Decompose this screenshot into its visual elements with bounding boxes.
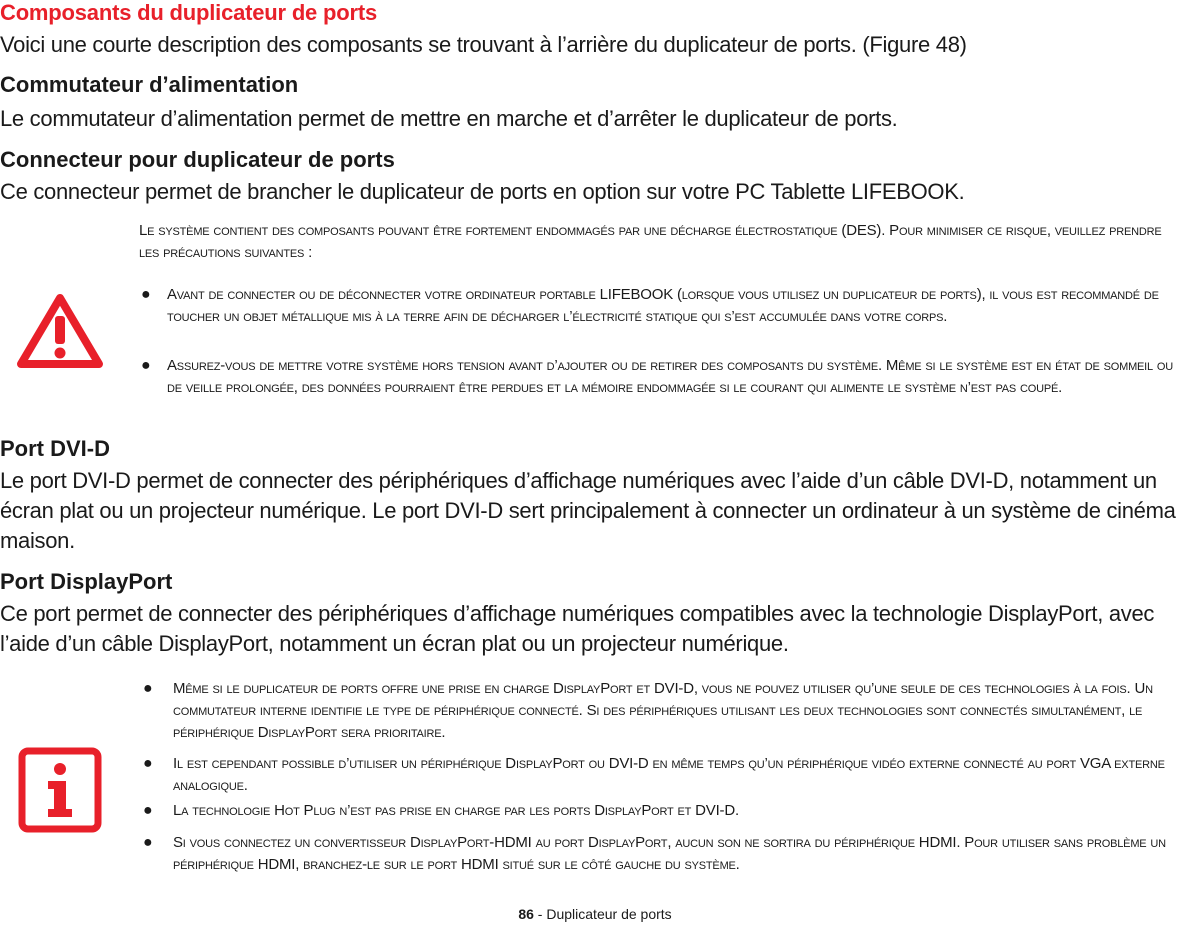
bullet-icon: ● [143,755,153,772]
section-text-displayport: Ce port permet de connecter des périphériques d’affichage numériques compatibles avec la technologie DisplayPort, avec l’aide d’un câble DisplayPort, notamment un écran plat ou un projecteur numérique. [0,601,1155,656]
info-bullet-2: Il est cependant possible d’utiliser un périphérique DisplayPort ou DVI-D en même temps qu’un périphérique vidéo externe connecté au port VGA externe analogique. [173,755,1165,794]
warning-bullet-1: Avant de connecter ou de déconnecter votre ordinateur portable LIFEBOOK (lorsque vous utilisez un duplicateur de ports), il vous est recommandé de toucher un objet métallique mis à la terre afin de décharger l’électricité statique qui s’est accumulée dans votre corps. [167,286,1159,325]
section-text-power: Le commutateur d’alimentation permet de mettre en marche et d’arrêter le duplicateur de ports. [0,106,898,131]
bullet-icon: ● [143,680,153,697]
section-title-connector: Connecteur pour duplicateur de ports [0,147,395,172]
info-bullet-3: La technologie Hot Plug n’est pas prise en charge par les ports DisplayPort et DVI-D. [173,802,739,819]
info-icon [18,747,102,833]
page-number: 86 [518,906,534,922]
info-bullet-1: Même si le duplicateur de ports offre une prise en charge DisplayPort et DVI-D, vous ne pouvez utiliser qu’une seule de ces technologies à la fois. Un commutateur interne identifie le type de périphérique connecté. Si des périphériques utilisant les deux technologies sont connectés simultanément, le périphérique DisplayPort sera prioritaire. [173,680,1153,741]
bullet-icon: ● [141,286,151,303]
footer-section: - Duplicateur de ports [533,906,672,922]
section-text-connector: Ce connecteur permet de brancher le duplicateur de ports en option sur votre PC Tablette LIFEBOOK. [0,179,965,204]
section-title-displayport: Port DisplayPort [0,569,173,594]
section-title-power: Commutateur d’alimentation [0,72,299,97]
page-footer [0,906,1190,922]
intro-paragraph: Voici une courte description des composants se trouvant à l’arrière du duplicateur de ports. (Figure 48) [0,32,967,57]
bullet-icon: ● [141,357,151,374]
info-bullet-4: Si vous connectez un convertisseur DisplayPort-HDMI au port DisplayPort, aucun son ne sortira du périphérique HDMI. Pour utiliser sans problème un périphérique HDMI, branchez-le sur le port HDMI situé sur le côté gauche du système. [173,834,1166,873]
section-text-dvi: Le port DVI-D permet de connecter des périphériques d’affichage numériques avec l’aide d’un câble DVI-D, notamment un écran plat ou un projecteur numérique. Le port DVI-D sert principalement à connecter un ordinateur à un système de cinéma maison. [0,468,1176,553]
page-heading: Composants du duplicateur de ports [0,0,378,25]
bullet-icon: ● [143,802,153,819]
bullet-icon: ● [143,834,153,851]
warning-bullet-2: Assurez-vous de mettre votre système hors tension avant d’ajouter ou de retirer des composants du système. Même si le système est en état de sommeil ou de veille prolongée, des données pourraient être perdues et la mémoire endommagée si le courant qui alimente le système n’est pas coupé. [167,357,1174,396]
warning-intro: Le système contient des composants pouvant être fortement endommagés par une décharge électrostatique (DES). Pour minimiser ce risque, veuillez prendre les précautions suivantes : [139,222,1162,261]
warning-icon [15,292,105,370]
section-title-dvi: Port DVI-D [0,436,110,461]
